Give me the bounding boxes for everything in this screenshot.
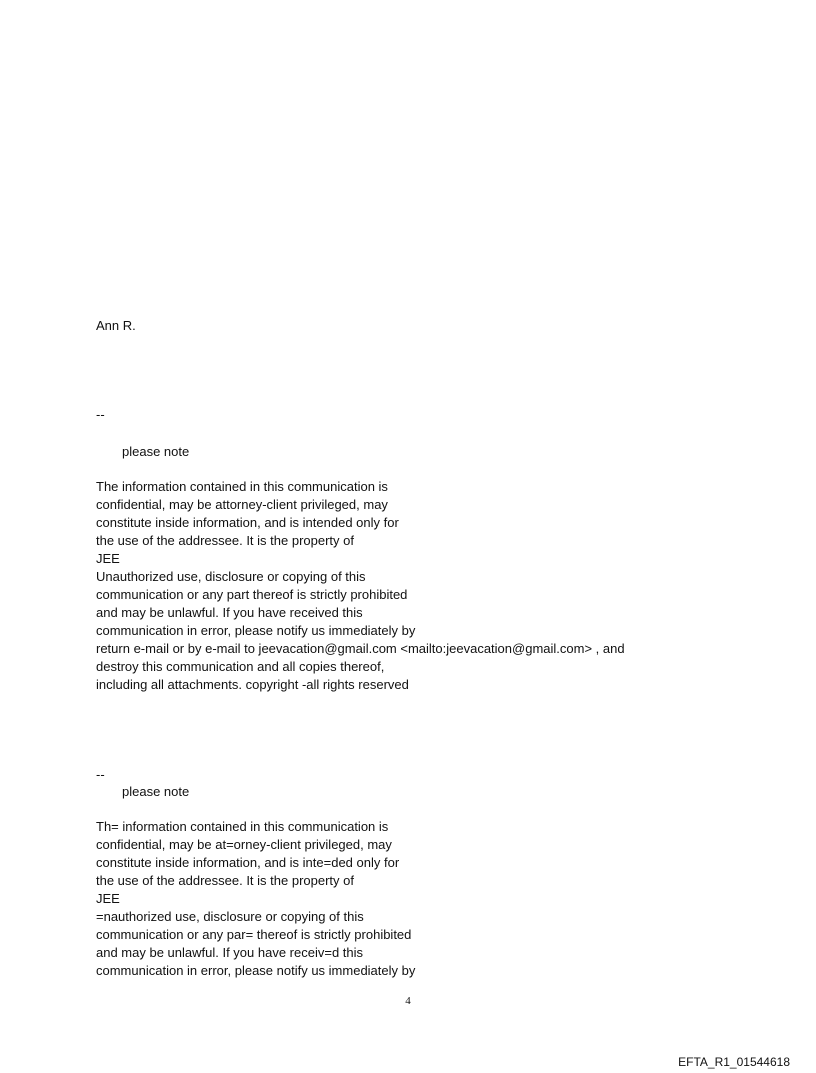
notice-line: JEE <box>96 551 120 566</box>
signature-name: Ann R. <box>96 318 136 333</box>
notice-line: Th= information contained in this communication is <box>96 819 389 834</box>
notice-line: and may be unlawful. If you have receiv=d this <box>96 945 364 960</box>
notice-line: and may be unlawful. If you have received this <box>96 605 363 620</box>
notice-heading: please note <box>122 784 190 799</box>
notice-line: return e-mail or by e-mail to jeevacation@gmail.com <mailto:jeevacation@gmail.com> , and <box>96 641 625 656</box>
separator: -- <box>96 407 105 422</box>
notice-line: communication or any par= thereof is strictly prohibited <box>96 927 412 942</box>
notice-line: the use of the addressee. It is the property of <box>96 533 354 548</box>
document-id: EFTA_R1_01544618 <box>678 1055 790 1069</box>
notice-line: Unauthorized use, disclosure or copying of this <box>96 569 366 584</box>
notice-line: the use of the addressee. It is the property of <box>96 873 354 888</box>
notice-line: communication in error, please notify us immediately by <box>96 623 416 638</box>
notice-line: communication in error, please notify us immediately by <box>96 963 416 978</box>
notice-line: JEE <box>96 891 120 906</box>
notice-line: confidential, may be attorney-client privileged, may <box>96 497 388 512</box>
notice-heading: please note <box>122 444 190 459</box>
notice-line: destroy this communication and all copies thereof, <box>96 659 385 674</box>
notice-line: constitute inside information, and is intended only for <box>96 515 399 530</box>
notice-line: =nauthorized use, disclosure or copying of this <box>96 909 364 924</box>
notice-line: confidential, may be at=orney-client privileged, may <box>96 837 392 852</box>
notice-line: communication or any part thereof is strictly prohibited <box>96 587 408 602</box>
notice-line: including all attachments. copyright -all rights reserved <box>96 677 409 692</box>
notice-line: The information contained in this communication is <box>96 479 388 494</box>
page-number: 4 <box>405 995 411 1007</box>
notice-line: constitute inside information, and is inte=ded only for <box>96 855 400 870</box>
separator: -- <box>96 767 105 782</box>
